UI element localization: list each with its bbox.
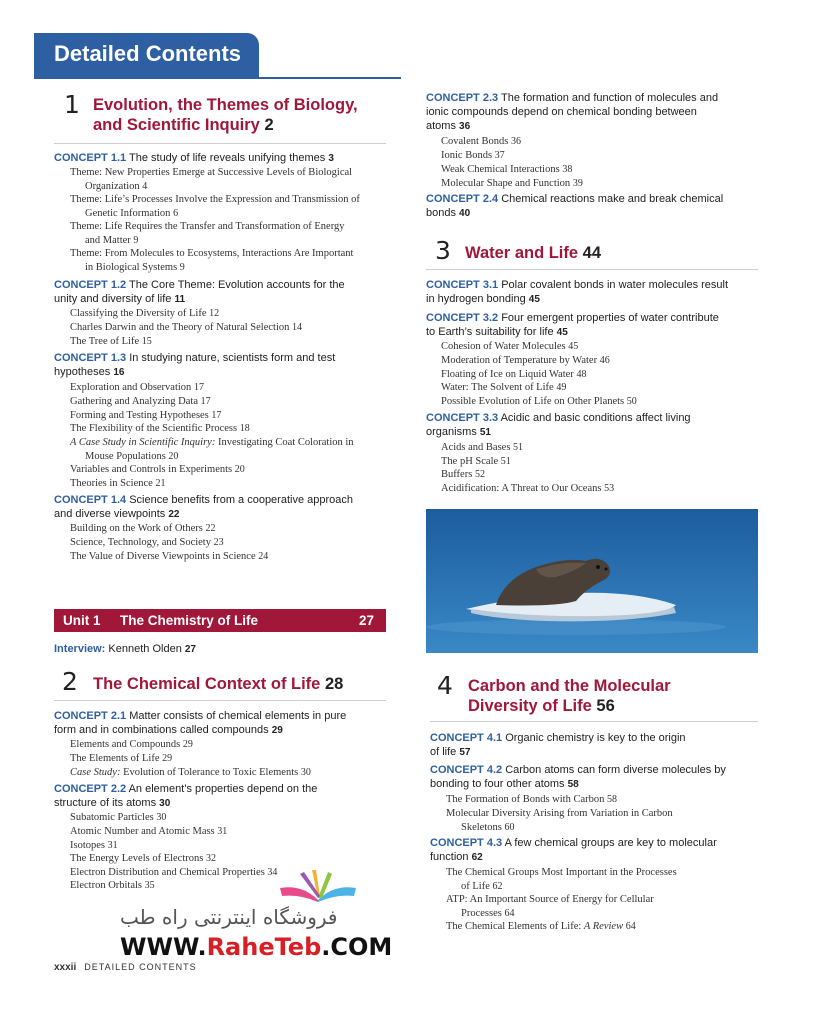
concept-1-4: CONCEPT 1.4 Science benefits from a cooperative approach and diverse viewpoints 22 bbox=[54, 494, 354, 520]
page-number: xxxii bbox=[54, 962, 77, 973]
page-title: Detailed Contents bbox=[54, 41, 242, 66]
list-item: Variables and Controls in Experiments 20 bbox=[70, 464, 245, 475]
list-item: The Flexibility of the Scientific Process 18 bbox=[70, 423, 250, 434]
concept-3-1: CONCEPT 3.1 Polar covalent bonds in water molecules result in hydrogen bonding 45 bbox=[426, 279, 729, 305]
list-item: Buffers 52 bbox=[441, 469, 485, 480]
list-item: Forming and Testing Hypotheses 17 bbox=[70, 410, 222, 421]
list-item: The Value of Diverse Viewpoints in Science 24 bbox=[70, 551, 269, 562]
chapter-3-number: 3 bbox=[435, 236, 451, 265]
chapter-2-title: The Chemical Context of Life 28 bbox=[93, 675, 344, 693]
list-item: The Chemical Elements of Life: A Review 64 bbox=[446, 921, 636, 932]
list-item: Elements and Compounds 29 bbox=[70, 739, 193, 750]
list-item: Charles Darwin and the Theory of Natural Selection 14 bbox=[70, 322, 302, 333]
list-item: The Tree of Life 15 bbox=[70, 336, 152, 347]
concept-3-3: CONCEPT 3.3 Acidic and basic conditions affect living organisms 51 bbox=[426, 412, 691, 438]
list-item: Theme: Life’s Processes Involve the Expression and Transmission of Genetic Information 6 bbox=[70, 194, 360, 219]
list-item: Moderation of Temperature by Water 46 bbox=[441, 355, 610, 366]
list-item: Gathering and Analyzing Data 17 bbox=[70, 396, 211, 407]
list-item: Theories in Science 21 bbox=[70, 478, 166, 489]
chapter-4-number: 4 bbox=[437, 671, 453, 700]
list-item: Atomic Number and Atomic Mass 31 bbox=[70, 826, 228, 837]
list-item: Acids and Bases 51 bbox=[441, 442, 524, 453]
concept-2-2: CONCEPT 2.2 An element’s properties depend on the structure of its atoms 30 bbox=[54, 783, 318, 809]
chapter-4-rule bbox=[430, 721, 758, 722]
unit-title: The Chemistry of Life bbox=[120, 613, 259, 628]
seal-on-ice-photo bbox=[426, 509, 758, 653]
list-item: Ionic Bonds 37 bbox=[441, 150, 505, 161]
list-item: Floating of Ice on Liquid Water 48 bbox=[441, 369, 587, 380]
list-item: Acidification: A Threat to Our Oceans 53 bbox=[441, 483, 615, 494]
list-item: Weak Chemical Interactions 38 bbox=[441, 164, 573, 175]
list-item: Electron Distribution and Chemical Properties 34 bbox=[70, 867, 278, 878]
list-item: Molecular Shape and Function 39 bbox=[441, 178, 583, 189]
concept-1-2: CONCEPT 1.2 The Core Theme: Evolution accounts for the unity and diversity of life 11 bbox=[54, 279, 345, 305]
unit-1-bar bbox=[54, 609, 386, 632]
list-item: Science, Technology, and Society 23 bbox=[70, 537, 224, 548]
list-item: The Elements of Life 29 bbox=[70, 753, 173, 764]
chapter-4-title: Carbon and the Molecular Diversity of Life 56 bbox=[468, 677, 671, 715]
concept-4-2: CONCEPT 4.2 Carbon atoms can form diverse molecules by bonding to four other atoms 58 bbox=[430, 764, 726, 790]
chapter-3-rule bbox=[426, 269, 758, 270]
list-item: Isotopes 31 bbox=[70, 840, 118, 851]
list-item: The Chemical Groups Most Important in the Processes of Life 62 bbox=[446, 867, 677, 892]
chapter-3-title: Water and Life 44 bbox=[465, 244, 602, 262]
unit-page: 27 bbox=[358, 613, 374, 628]
list-item: The Energy Levels of Electrons 32 bbox=[70, 853, 216, 864]
list-item: Molecular Diversity Arising from Variation in Carbon Skeletons 60 bbox=[446, 808, 673, 833]
list-item: Electron Orbitals 35 bbox=[70, 880, 155, 891]
list-item: The pH Scale 51 bbox=[441, 456, 511, 467]
concept-4-1: CONCEPT 4.1 Organic chemistry is key to the origin of life 57 bbox=[430, 732, 686, 758]
list-item: Theme: New Properties Emerge at Successive Levels of Biological Organization 4 bbox=[70, 167, 353, 192]
list-item: Exploration and Observation 17 bbox=[70, 382, 204, 393]
concept-2-4: CONCEPT 2.4 Chemical reactions make and break chemical bonds 40 bbox=[426, 193, 724, 219]
concept-3-2: CONCEPT 3.2 Four emergent properties of water contribute to Earth’s suitability for life 45 bbox=[426, 312, 719, 338]
list-item: Classifying the Diversity of Life 12 bbox=[70, 308, 220, 319]
list-item: The Formation of Bonds with Carbon 58 bbox=[446, 794, 617, 805]
list-item: Subatomic Particles 30 bbox=[70, 812, 167, 823]
chapter-2-rule bbox=[54, 700, 386, 701]
chapter-1-title: Evolution, the Themes of Biology, and Scientific Inquiry 2 bbox=[93, 96, 358, 134]
watermark-url: WWW.RaheTeb.COM bbox=[120, 933, 393, 961]
list-item: Theme: From Molecules to Ecosystems, Interactions Are Important in Biological Systems 9 bbox=[70, 248, 354, 273]
list-item: Cohesion of Water Molecules 45 bbox=[441, 341, 579, 352]
concept-1-3: CONCEPT 1.3 In studying nature, scientists form and test hypotheses 16 bbox=[54, 352, 336, 378]
list-item: ATP: An Important Source of Energy for Cellular Processes 64 bbox=[446, 894, 654, 919]
list-item: Theme: Life Requires the Transfer and Transformation of Energy and Matter 9 bbox=[70, 221, 345, 246]
list-item: Water: The Solvent of Life 49 bbox=[441, 382, 567, 393]
list-item: A Case Study in Scientific Inquiry: Investigating Coat Coloration in Mouse Populations 20 bbox=[70, 437, 354, 462]
list-item: Case Study: Evolution of Tolerance to Toxic Elements 30 bbox=[70, 767, 311, 778]
concept-2-3: CONCEPT 2.3 The formation and function of molecules and ionic compounds depend on chemical bonding between atoms 36 bbox=[426, 92, 719, 132]
chapter-2-number: 2 bbox=[62, 667, 78, 696]
book-logo-icon bbox=[272, 862, 364, 904]
list-item: Building on the Work of Others 22 bbox=[70, 523, 216, 534]
concept-1-1: CONCEPT 1.1 The study of life reveals unifying themes 3 bbox=[54, 152, 334, 164]
footer-label: DETAILED CONTENTS bbox=[84, 962, 197, 972]
interview-line: Interview: Kenneth Olden 27 bbox=[54, 643, 196, 655]
chapter-1-number: 1 bbox=[64, 90, 80, 119]
chapter-1-rule bbox=[54, 143, 386, 144]
watermark-persian: فروشگاه اینترنتی راه طب bbox=[120, 905, 338, 929]
page-footer bbox=[54, 962, 197, 973]
concept-4-3: CONCEPT 4.3 A few chemical groups are key to molecular function 62 bbox=[430, 837, 717, 863]
unit-label: Unit 1 bbox=[63, 613, 101, 628]
list-item: Possible Evolution of Life on Other Planets 50 bbox=[441, 396, 637, 407]
seal-illustration bbox=[426, 509, 758, 653]
list-item: Covalent Bonds 36 bbox=[441, 136, 521, 147]
concept-2-1: CONCEPT 2.1 Matter consists of chemical elements in pure form and in combinations called compounds 29 bbox=[54, 710, 347, 736]
header-rule bbox=[34, 77, 401, 79]
